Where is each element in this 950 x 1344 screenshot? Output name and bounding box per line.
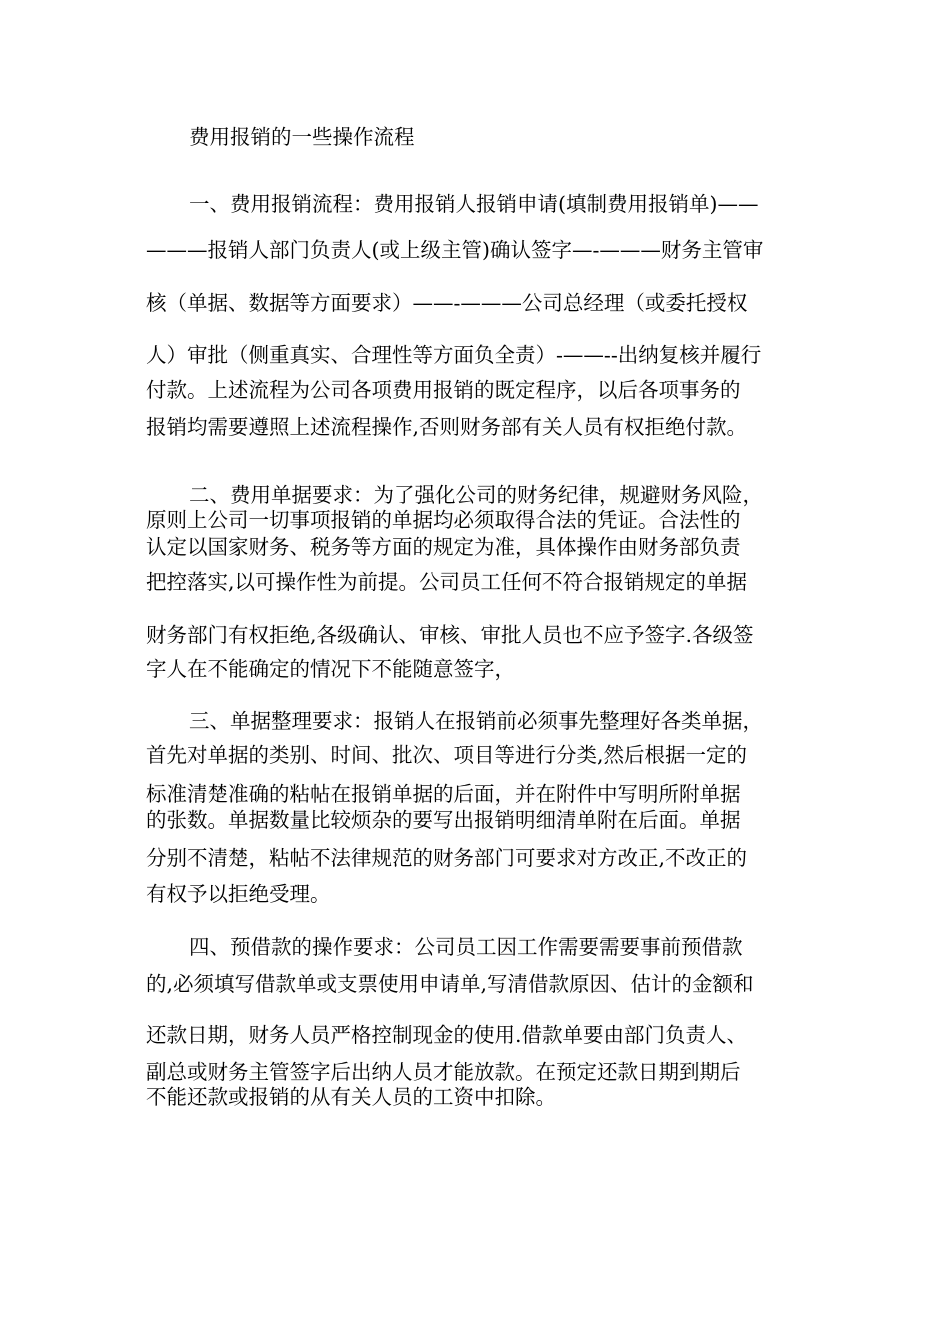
text-line: 字人在不能确定的情况下不能随意签字，: [146, 657, 515, 681]
text-line: 财务部门有权拒绝,各级确认、审核、审批人员也不应予签字.各级签: [146, 623, 754, 647]
text-line: 核（单据、数据等方面要求）——-———公司总经理（或委托授权: [146, 291, 748, 315]
text-line: 标准清楚准确的粘帖在报销单据的后面，并在附件中写明所附单据: [146, 782, 741, 806]
text-line: 三、单据整理要求：报销人在报销前必须事先整理好各类单据，: [189, 709, 763, 733]
text-line: 把控落实,以可操作性为前提。公司员工任何不符合报销规定的单据: [146, 570, 748, 594]
text-line: 分别不清楚，粘帖不法律规范的财务部门可要求对方改正,不改正的: [146, 846, 748, 870]
text-line: 二、费用单据要求：为了强化公司的财务纪律，规避财务风险，: [189, 483, 763, 507]
text-line: 人）审批（侧重真实、合理性等方面负全责）-——--出纳复核并履行: [146, 343, 762, 367]
text-line: 的,必须填写借款单或支票使用申请单,写清借款原因、估计的金额和: [146, 972, 754, 996]
text-line: 付款。上述流程为公司各项费用报销的既定程序，以后各项事务的: [146, 378, 741, 402]
text-line: 不能还款或报销的从有关人员的工资中扣除。: [146, 1085, 556, 1109]
text-line: 的张数。单据数量比较烦杂的要写出报销明细清单附在后面。单据: [146, 808, 741, 832]
text-line: 四、预借款的操作要求：公司员工因工作需要需要事前预借款: [189, 935, 743, 959]
text-line: 有权予以拒绝受理。: [146, 882, 331, 906]
text-line: 还款日期，财务人员严格控制现金的使用.借款单要由部门负责人、: [146, 1023, 748, 1047]
document-title: 费用报销的一些操作流程: [189, 125, 415, 149]
text-line: 副总或财务主管签字后出纳人员才能放款。在预定还款日期到期后: [146, 1060, 741, 1084]
text-line: 认定以国家财务、税务等方面的规定为准，具体操作由财务部负责: [146, 535, 741, 559]
text-line: 原则上公司一切事项报销的单据均必须取得合法的凭证。合法性的: [146, 508, 741, 532]
text-line: 首先对单据的类别、时间、批次、项目等进行分类,然后根据一定的: [146, 743, 748, 767]
text-line: 一、费用报销流程：费用报销人报销申请(填制费用报销单)——: [189, 192, 759, 216]
text-line: ———报销人部门负责人(或上级主管)确认签字—-———财务主管审: [146, 238, 764, 262]
text-line: 报销均需要遵照上述流程操作,否则财务部有关人员有权拒绝付款。: [146, 415, 748, 439]
